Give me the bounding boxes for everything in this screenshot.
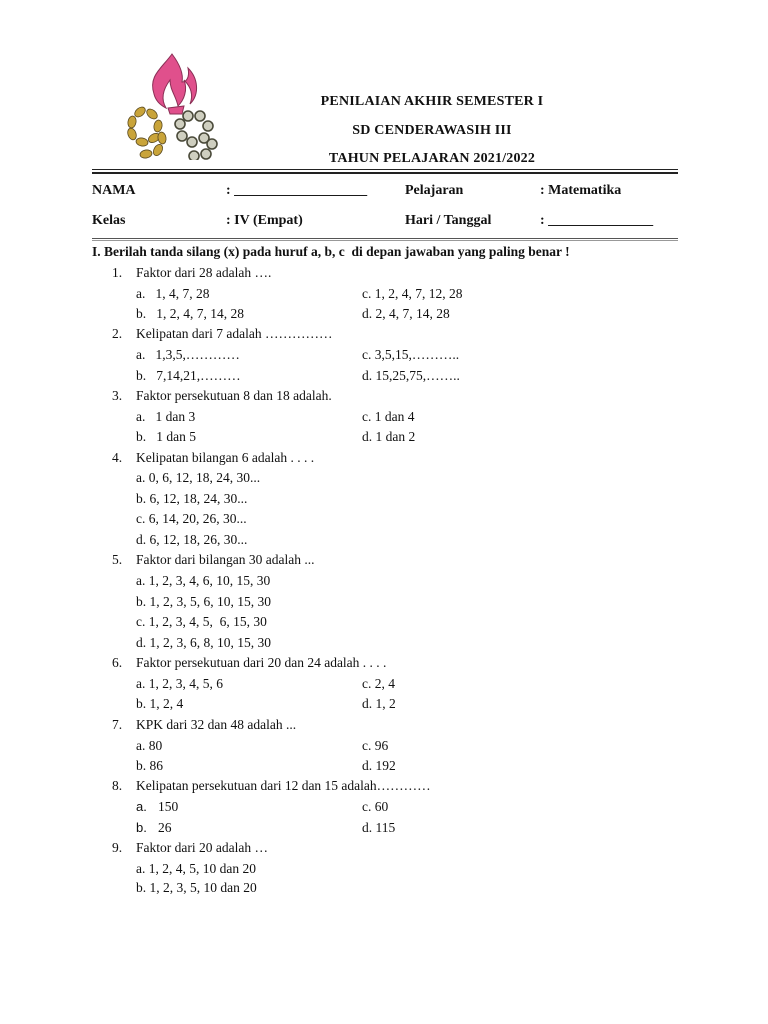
option-b[interactable]: 26 bbox=[158, 820, 172, 835]
question-number: 5. bbox=[112, 552, 123, 567]
question-number: 2. bbox=[112, 326, 123, 341]
option-c[interactable]: c. 1, 2, 4, 7, 12, 28 bbox=[362, 286, 463, 301]
option-c[interactable]: c. 60 bbox=[362, 799, 389, 814]
question-text: Faktor persekutuan 8 dan 18 adalah. bbox=[136, 388, 332, 403]
option-b[interactable]: b. 1, 2, 4 bbox=[136, 696, 184, 711]
info-divider-2 bbox=[92, 240, 678, 241]
info-divider bbox=[92, 238, 678, 239]
question-text: Faktor dari 20 adalah … bbox=[136, 840, 268, 855]
option-a[interactable]: a. 1 dan 3 bbox=[136, 409, 196, 424]
header-divider-top bbox=[92, 169, 678, 170]
option-d[interactable]: d. 115 bbox=[362, 820, 396, 835]
school-name: SD CENDERAWASIH III bbox=[352, 123, 512, 138]
header-divider-bottom bbox=[92, 172, 678, 174]
option-b[interactable]: b. 1 dan 5 bbox=[136, 429, 196, 444]
option-d[interactable]: d. 1 dan 2 bbox=[362, 429, 416, 444]
question-number: 8. bbox=[112, 778, 123, 793]
option-a[interactable]: a. 1, 4, 7, 28 bbox=[136, 286, 210, 301]
option-b[interactable]: b. 1, 2, 4, 7, 14, 28 bbox=[136, 306, 244, 321]
option-b-label[interactable]: b. bbox=[136, 820, 147, 835]
pelajaran-value: : Matematika bbox=[540, 183, 622, 198]
option-a[interactable]: a. 1, 2, 4, 5, 10 dan 20 bbox=[136, 861, 256, 876]
nama-field[interactable]: : ___________________ bbox=[226, 183, 368, 198]
option-b[interactable]: b. 1, 2, 3, 5, 6, 10, 15, 30 bbox=[136, 594, 271, 609]
option-d[interactable]: d. 6, 12, 18, 26, 30... bbox=[136, 532, 248, 547]
question-text: Kelipatan dari 7 adalah …………… bbox=[136, 326, 333, 341]
option-a[interactable]: 150 bbox=[158, 799, 179, 814]
option-a[interactable]: a. 80 bbox=[136, 738, 163, 753]
question-text: Kelipatan persekutuan dari 12 dan 15 adalah………… bbox=[136, 778, 431, 793]
option-d[interactable]: d. 1, 2 bbox=[362, 696, 396, 711]
question-number: 3. bbox=[112, 388, 123, 403]
question-number: 4. bbox=[112, 450, 123, 465]
option-d[interactable]: d. 2, 4, 7, 14, 28 bbox=[362, 306, 450, 321]
option-d[interactable]: d. 192 bbox=[362, 758, 396, 773]
option-c[interactable]: c. 6, 14, 20, 26, 30... bbox=[136, 511, 247, 526]
kelas-label: Kelas bbox=[92, 213, 126, 228]
exam-title: PENILAIAN AKHIR SEMESTER I bbox=[320, 94, 544, 109]
hari-label: Hari / Tanggal bbox=[405, 213, 492, 228]
option-b[interactable]: b. 6, 12, 18, 24, 30... bbox=[136, 491, 248, 506]
question-text: Faktor dari 28 adalah …. bbox=[136, 265, 272, 280]
option-b[interactable]: b. 86 bbox=[136, 758, 163, 773]
question-number: 6. bbox=[112, 655, 123, 670]
question-number: 7. bbox=[112, 717, 123, 732]
kelas-value: : IV (Empat) bbox=[226, 213, 303, 228]
option-a[interactable]: a. 1,3,5,………… bbox=[136, 347, 240, 362]
option-c[interactable]: c. 96 bbox=[362, 738, 389, 753]
option-a[interactable]: a. 1, 2, 3, 4, 5, 6 bbox=[136, 676, 223, 691]
option-a[interactable]: a. 0, 6, 12, 18, 24, 30... bbox=[136, 470, 261, 485]
question-number: 9. bbox=[112, 840, 123, 855]
question-number: 1. bbox=[112, 265, 123, 280]
question-text: Faktor dari bilangan 30 adalah ... bbox=[136, 552, 315, 567]
pelajaran-label: Pelajaran bbox=[405, 183, 464, 198]
option-b[interactable]: b. 7,14,21,……… bbox=[136, 368, 241, 383]
nama-label: NAMA bbox=[92, 183, 136, 198]
academic-year: TAHUN PELAJARAN 2021/2022 bbox=[328, 151, 536, 166]
option-c[interactable]: c. 1, 2, 3, 4, 5, 6, 15, 30 bbox=[136, 614, 267, 629]
option-c[interactable]: c. 3,5,15,……….. bbox=[362, 347, 460, 362]
option-d[interactable]: d. 15,25,75,…….. bbox=[362, 368, 460, 383]
option-d[interactable]: d. 1, 2, 3, 6, 8, 10, 15, 30 bbox=[136, 635, 271, 650]
option-a[interactable]: a. 1, 2, 3, 4, 6, 10, 15, 30 bbox=[136, 573, 271, 588]
option-c[interactable]: c. 2, 4 bbox=[362, 676, 395, 691]
option-b[interactable]: b. 1, 2, 3, 5, 10 dan 20 bbox=[136, 880, 257, 895]
question-text: KPK dari 32 dan 48 adalah ... bbox=[136, 717, 297, 732]
hari-field[interactable]: : _______________ bbox=[540, 213, 654, 228]
question-text: Faktor persekutuan dari 20 dan 24 adalah . . . . bbox=[136, 655, 387, 670]
option-a-label[interactable]: a. bbox=[136, 799, 147, 814]
option-c[interactable]: c. 1 dan 4 bbox=[362, 409, 415, 424]
question-text: Kelipatan bilangan 6 adalah . . . . bbox=[136, 450, 315, 465]
section-instruction: I. Berilah tanda silang (x) pada huruf a, b, c di depan jawaban yang paling benar ! bbox=[92, 244, 570, 259]
